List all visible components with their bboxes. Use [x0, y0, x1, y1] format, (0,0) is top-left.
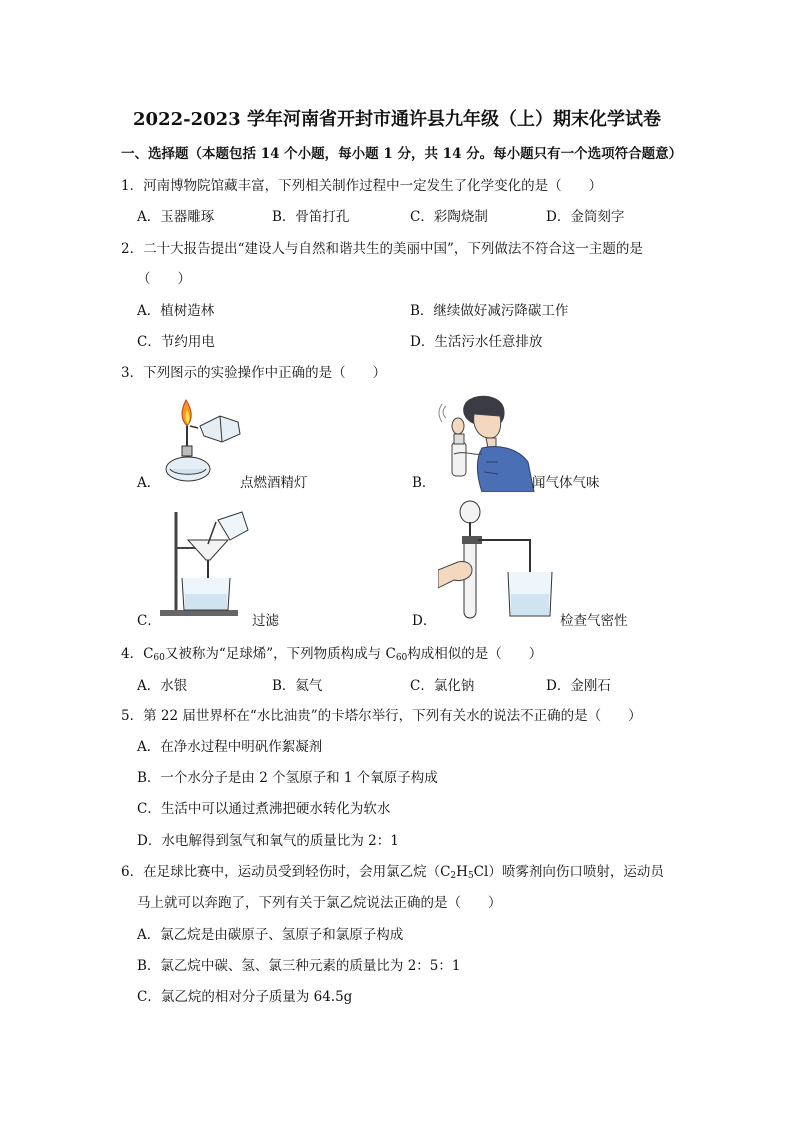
- airtightness-check-image: [438, 498, 556, 622]
- q2-stem: 2．二十大报告提出“建设人与自然和谐共生的美丽中国”，下列做法不符合这一主题的是: [121, 241, 643, 257]
- q6-stem-line2: 马上就可以奔跑了，下列有关于氯乙烷说法正确的是（ ）: [137, 895, 502, 911]
- q5-option-d: D．水电解得到氢气和氧气的质量比为 2：1: [137, 833, 399, 849]
- q5-option-a: A．在净水过程中明矾作絮凝剂: [137, 739, 323, 755]
- q3-caption-c: 过滤: [252, 613, 279, 629]
- smelling-gas-image: [438, 392, 538, 492]
- q3-caption-d: 检查气密性: [560, 613, 628, 629]
- q4-option-d: D．金刚石: [546, 678, 611, 694]
- section-heading: 一、选择题（本题包括 14 个小题，每小题 1 分，共 14 分。每小题只有一个选项符合题意）: [121, 146, 683, 162]
- filtration-image: [158, 498, 254, 618]
- q2-option-b: B．继续做好减污降碳工作: [410, 303, 569, 319]
- page-title: 2022-2023 学年河南省开封市通许县九年级（上）期末化学试卷: [133, 109, 661, 130]
- q3-caption-b: 闻气体气味: [532, 475, 600, 491]
- alcohol-lamp-image: [160, 396, 250, 488]
- q5-option-c: C．生活中可以通过煮沸把硬水转化为软水: [137, 801, 391, 817]
- q3-caption-a: 点燃酒精灯: [240, 475, 308, 491]
- q6-option-a: A．氯乙烷是由碳原子、氢原子和氯原子构成: [137, 927, 404, 943]
- q4-option-c: C．氯化钠: [410, 678, 475, 694]
- q1-option-a: A．玉器雕琢: [137, 209, 215, 225]
- q1-option-c: C．彩陶烧制: [410, 209, 488, 225]
- q5-stem: 5．第 22 届世界杯在“水比油贵”的卡塔尔举行，下列有关水的说法不正确的是（ ）: [121, 708, 642, 724]
- q6-option-c: C．氯乙烷的相对分子质量为 64.5g: [137, 989, 353, 1005]
- q2-paren: （ ）: [137, 271, 191, 287]
- q3-option-a: A．: [137, 475, 161, 491]
- q2-option-a: A．植树造林: [137, 303, 215, 319]
- q1-option-b: B．骨笛打孔: [272, 209, 350, 225]
- q3-option-d: D．: [412, 613, 437, 629]
- q3-option-c: C．: [137, 613, 161, 629]
- q2-option-c: C．节约用电: [137, 334, 215, 350]
- q3-stem: 3．下列图示的实验操作中正确的是（ ）: [121, 365, 387, 381]
- q6-stem: 6．在足球比赛中，运动员受到轻伤时，会用氯乙烷$(C_2H_5Cl)$喷雾剂向伤口喷射，运动员: [121, 864, 664, 881]
- q1-option-d: D．金筒刻字: [546, 209, 625, 225]
- q2-option-d: D．生活污水任意排放: [410, 334, 543, 350]
- q4-stem: 4．$C_{60}$又被称为“足球烯”，下列物质构成与 $C_{60}$构成相似的是（ ）: [121, 646, 543, 663]
- q5-option-b: B．一个水分子是由 2 个氢原子和 1 个氧原子构成: [137, 770, 438, 786]
- q4-option-a: A．水银: [137, 678, 188, 694]
- q1-stem: 1．河南博物院馆藏丰富，下列相关制作过程中一定发生了化学变化的是（ ）: [121, 178, 603, 194]
- q3-option-b: B．: [412, 475, 436, 491]
- q4-option-b: B．氦气: [272, 678, 323, 694]
- q6-option-b: B．氯乙烷中碳、氢、氯三种元素的质量比为 2：5：1: [137, 958, 461, 974]
